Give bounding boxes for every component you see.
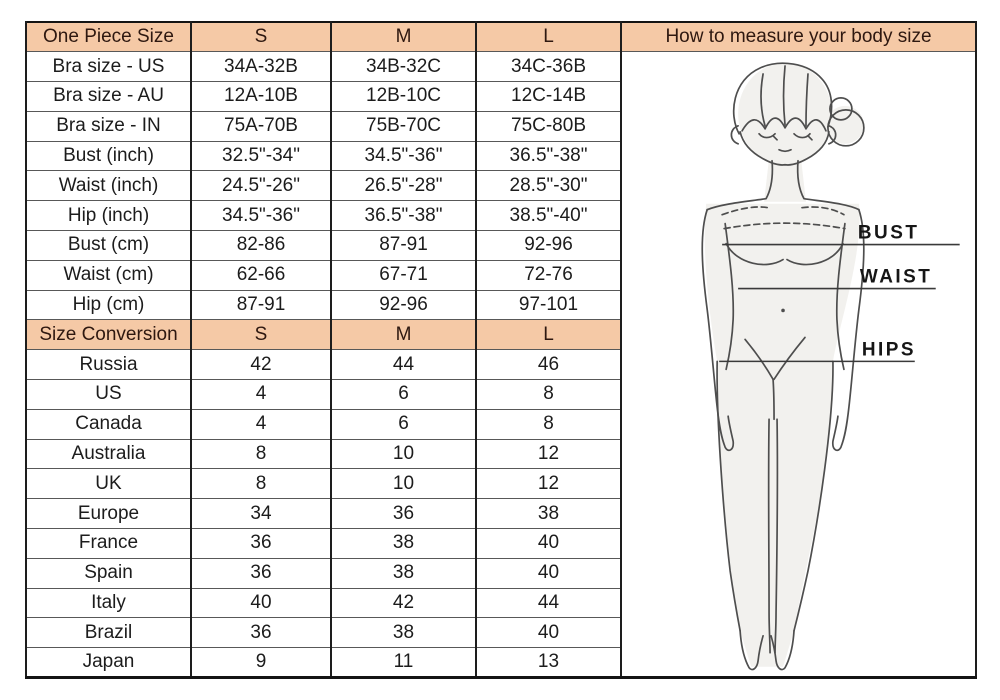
cell-value: 87-91 xyxy=(191,290,331,320)
conversion-size-l: L xyxy=(476,320,621,350)
cell-value: 40 xyxy=(476,618,621,648)
measure-figure-panel xyxy=(621,52,976,678)
cell-value: 38 xyxy=(331,558,476,588)
cell-value: 9 xyxy=(191,648,331,678)
cell-value: 34B-32C xyxy=(331,52,476,82)
cell-value: 40 xyxy=(476,529,621,559)
cell-value: 87-91 xyxy=(331,231,476,261)
row-label: Waist (cm) xyxy=(26,260,191,290)
cell-value: 34.5"-36" xyxy=(331,141,476,171)
row-label: Bra size - US xyxy=(26,52,191,82)
row-label: Italy xyxy=(26,588,191,618)
cell-value: 12 xyxy=(476,439,621,469)
cell-value: 97-101 xyxy=(476,290,621,320)
row-label: Hip (inch) xyxy=(26,201,191,231)
cell-value: 32.5"-34" xyxy=(191,141,331,171)
cell-value: 4 xyxy=(191,380,331,410)
cell-value: 10 xyxy=(331,439,476,469)
bikini-center-line xyxy=(773,380,774,420)
navel xyxy=(781,309,785,313)
conversion-size-m: M xyxy=(331,320,476,350)
cell-value: 42 xyxy=(331,588,476,618)
cell-value: 92-96 xyxy=(476,231,621,261)
cell-value: 12B-10C xyxy=(331,82,476,112)
cell-value: 36 xyxy=(191,558,331,588)
conversion-size-s: S xyxy=(191,320,331,350)
cell-value: 82-86 xyxy=(191,231,331,261)
cell-value: 12 xyxy=(476,469,621,499)
cell-value: 24.5"-26" xyxy=(191,171,331,201)
cell-value: 34C-36B xyxy=(476,52,621,82)
figure-neck-fill xyxy=(764,150,806,202)
measure-panel-title: How to measure your body size xyxy=(621,22,976,52)
cell-value: 38 xyxy=(331,618,476,648)
row-label: Spain xyxy=(26,558,191,588)
row-label: Australia xyxy=(26,439,191,469)
waist-label: WAIST xyxy=(859,266,933,288)
header-size-m: M xyxy=(331,22,476,52)
row-label: Waist (inch) xyxy=(26,171,191,201)
row-label: Bra size - AU xyxy=(26,82,191,112)
header-size-conversion: Size Conversion xyxy=(26,320,191,350)
cell-value: 62-66 xyxy=(191,260,331,290)
row-label: Brazil xyxy=(26,618,191,648)
cell-value: 12C-14B xyxy=(476,82,621,112)
hips-label: HIPS xyxy=(861,339,917,361)
cell-value: 38 xyxy=(331,529,476,559)
row-label: Hip (cm) xyxy=(26,290,191,320)
figure-head-fill xyxy=(738,63,832,165)
cell-value: 38.5"-40" xyxy=(476,201,621,231)
row-label: Japan xyxy=(26,648,191,678)
table-row xyxy=(26,52,976,82)
cell-value: 75C-80B xyxy=(476,111,621,141)
row-label: Bust (inch) xyxy=(26,141,191,171)
table-header-row xyxy=(26,22,976,52)
cell-value: 36 xyxy=(191,529,331,559)
row-label: Bra size - IN xyxy=(26,111,191,141)
cell-value: 34 xyxy=(191,499,331,529)
cell-value: 42 xyxy=(191,350,331,380)
cell-value: 75B-70C xyxy=(331,111,476,141)
cell-value: 40 xyxy=(476,558,621,588)
row-label: UK xyxy=(26,469,191,499)
cell-value: 10 xyxy=(331,469,476,499)
cell-value: 38 xyxy=(476,499,621,529)
header-size-s: S xyxy=(191,22,331,52)
row-label: Russia xyxy=(26,350,191,380)
cell-value: 13 xyxy=(476,648,621,678)
cell-value: 67-71 xyxy=(331,260,476,290)
cell-value: 12A-10B xyxy=(191,82,331,112)
cell-value: 44 xyxy=(331,350,476,380)
cell-value: 6 xyxy=(331,409,476,439)
cell-value: 8 xyxy=(476,380,621,410)
right-neck-shoulder xyxy=(798,161,859,210)
header-one-piece-size: One Piece Size xyxy=(26,22,191,52)
row-label: France xyxy=(26,529,191,559)
cell-value: 44 xyxy=(476,588,621,618)
figure-body-fill xyxy=(705,204,860,667)
cell-value: 11 xyxy=(331,648,476,678)
cell-value: 36 xyxy=(331,499,476,529)
cell-value: 46 xyxy=(476,350,621,380)
cell-value: 8 xyxy=(191,469,331,499)
size-chart-table xyxy=(25,21,977,679)
cell-value: 8 xyxy=(476,409,621,439)
cell-value: 36.5"-38" xyxy=(476,141,621,171)
header-size-l: L xyxy=(476,22,621,52)
cell-value: 40 xyxy=(191,588,331,618)
row-label: Canada xyxy=(26,409,191,439)
row-label: US xyxy=(26,380,191,410)
cell-value: 34A-32B xyxy=(191,52,331,82)
cell-value: 8 xyxy=(191,439,331,469)
bust-label: BUST xyxy=(857,222,920,244)
cell-value: 4 xyxy=(191,409,331,439)
body-measurement-figure xyxy=(622,52,975,676)
cell-value: 92-96 xyxy=(331,290,476,320)
cell-value: 26.5"-28" xyxy=(331,171,476,201)
cell-value: 34.5"-36" xyxy=(191,201,331,231)
cell-value: 36 xyxy=(191,618,331,648)
cell-value: 75A-70B xyxy=(191,111,331,141)
row-label: Europe xyxy=(26,499,191,529)
cell-value: 36.5"-38" xyxy=(331,201,476,231)
cell-value: 72-76 xyxy=(476,260,621,290)
cell-value: 28.5"-30" xyxy=(476,171,621,201)
row-label: Bust (cm) xyxy=(26,231,191,261)
cell-value: 6 xyxy=(331,380,476,410)
left-neck-shoulder xyxy=(707,161,772,210)
